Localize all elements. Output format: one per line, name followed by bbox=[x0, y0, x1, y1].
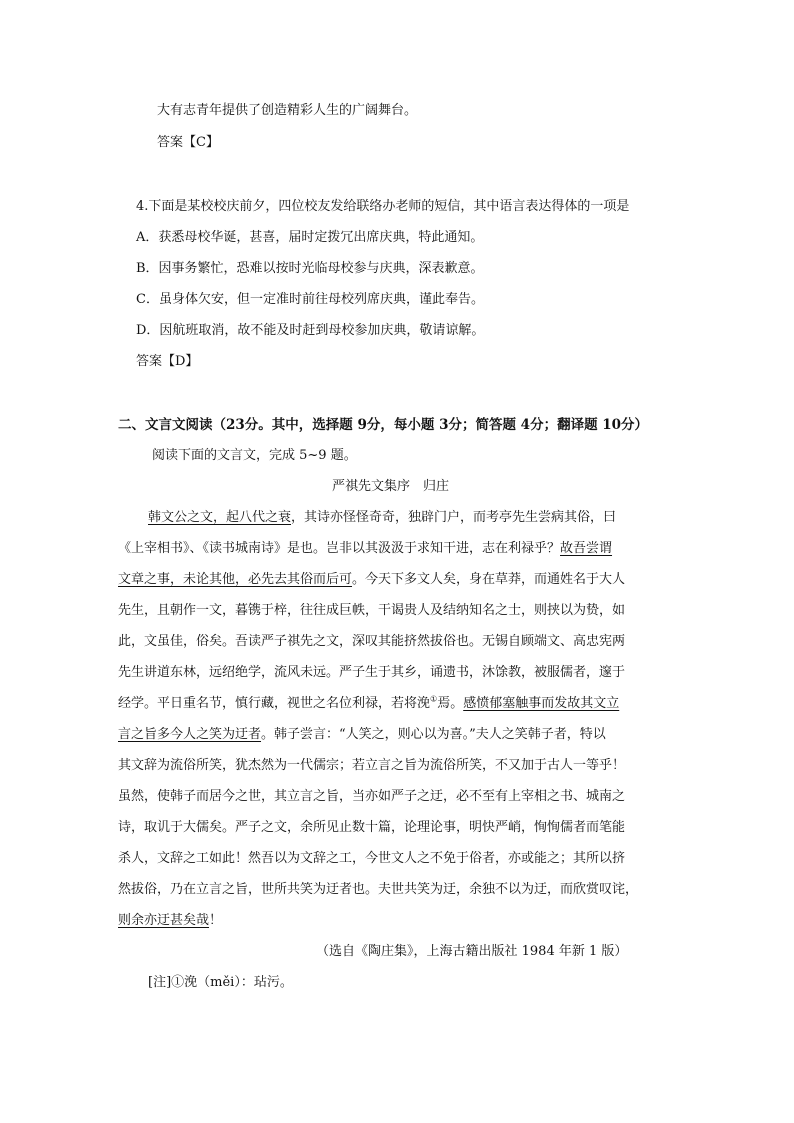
option-c: C．虽身体欠安，但一定准时前往母校列席庆典，谨此奉告。 bbox=[136, 292, 484, 307]
passage-line-13: 然拔俗，乃在立言之旨，世所共笑为迂者也。夫世共笑为迂，余独不以为迂，而欣赏叹诧， bbox=[118, 882, 639, 897]
answer-q4: 答案【D】 bbox=[136, 354, 199, 369]
answer-q3: 答案【C】 bbox=[157, 135, 219, 150]
text: 经学。平日重名节，慎行藏，视世之名位利禄，若将浼 bbox=[118, 696, 431, 711]
underlined-sentence: 言之旨多今人之笑为迂者 bbox=[118, 727, 262, 742]
text: ！ bbox=[209, 913, 223, 928]
text: ，其诗亦怪怪奇奇，独辟门户，而考亭先生尝病其俗，曰 bbox=[291, 510, 617, 525]
underlined-sentence: 感愤郁塞触事而发故其文立 bbox=[463, 696, 620, 711]
passage-line-11: 诗，取讥于大儒矣。严子之文，余所见止数十篇，论理论事，明快严峭，恂恂儒者而笔能 bbox=[118, 820, 626, 835]
text: 。韩子尝言：“人笑之，则心以为喜。”夫人之笑韩子者，特以 bbox=[261, 727, 606, 742]
passage-line-4: 先生，且朝作一文，暮镌于梓，往往成巨帙，干谒贵人及结纳知名之士，则挟以为贽，如 bbox=[118, 603, 626, 618]
text: 《上宰相书》、《读书城南诗》是也。岂非以其汲汲于求知干进，志在利禄乎？ bbox=[118, 541, 561, 556]
passage-line-8 bbox=[118, 727, 606, 743]
passage-line-3 bbox=[118, 572, 625, 588]
underlined-sentence: 则余亦迂甚矣哉 bbox=[118, 913, 210, 928]
underlined-sentence: 文章之事，未论其他，必先去其俗而后可 bbox=[118, 572, 353, 587]
option-a: A．获悉母校华诞，甚喜，届时定拨冗出席庆典，特此通知。 bbox=[136, 230, 484, 245]
section-heading: 二、文言文阅读（23分。其中，选择题 9分，每小题 3分；简答题 4分；翻译题 10分） bbox=[118, 417, 649, 433]
passage-line-1 bbox=[148, 510, 616, 526]
underlined-sentence: 韩文公之文，起八代之衰 bbox=[148, 510, 292, 525]
text-line: 大有志青年提供了创造精彩人生的广阔舞台。 bbox=[157, 103, 418, 118]
text: 。今天下多文人矣，身在草莽，而通姓名于大人 bbox=[352, 572, 626, 587]
passage-line-10: 虽然，使韩子而居今之世，其立言之旨，当亦如严子之迂，必不至有上宰相之书、城南之 bbox=[118, 789, 626, 804]
instruction: 阅读下面的文言文，完成 5~9 题。 bbox=[152, 448, 357, 463]
passage-line-7 bbox=[118, 696, 619, 712]
question-4-stem: 4.下面是某校校庆前夕，四位校友发给联络办老师的短信，其中语言表达得体的一项是 bbox=[136, 199, 630, 214]
underlined-sentence: 故吾尝谓 bbox=[560, 541, 613, 556]
text: 焉。 bbox=[437, 696, 464, 711]
passage-line-9: 其文辞为流俗所笑，犹杰然为一代儒宗；若立言之旨为流俗所笑，不又加于古人一等乎！ bbox=[118, 758, 626, 773]
passage-line-5: 此，文虽佳，俗矣。吾读严子祺先之文，深叹其能挤然拔俗也。无锡自顾端文、高忠宪两 bbox=[118, 634, 626, 649]
source-citation: （选自《陶庄集》，上海古籍出版社 1984 年新 1 版） bbox=[316, 944, 628, 959]
passage-title: 严祺先文集序 归庄 bbox=[332, 479, 450, 494]
footnote: [注]①浼（měi）：玷污。 bbox=[148, 975, 293, 990]
passage-line-6: 先生讲道东林，远绍绝学，流风未远。严子生于其乡，诵遗书，沐馀教，被服儒者，邃于 bbox=[118, 665, 626, 680]
passage-line-2 bbox=[118, 541, 612, 557]
option-b: B．因事务繁忙，恐难以按时光临母校参与庆典，深表歉意。 bbox=[136, 261, 484, 276]
passage-line-12: 杀人，文辞之工如此！然吾以为文辞之工，今世文人之不免于俗者，亦或能之；其所以挤 bbox=[118, 851, 626, 866]
option-d: D．因航班取消，故不能及时赶到母校参加庆典，敬请谅解。 bbox=[136, 323, 485, 338]
footnote-marker: ① bbox=[430, 694, 438, 704]
passage-line-14 bbox=[118, 913, 222, 929]
